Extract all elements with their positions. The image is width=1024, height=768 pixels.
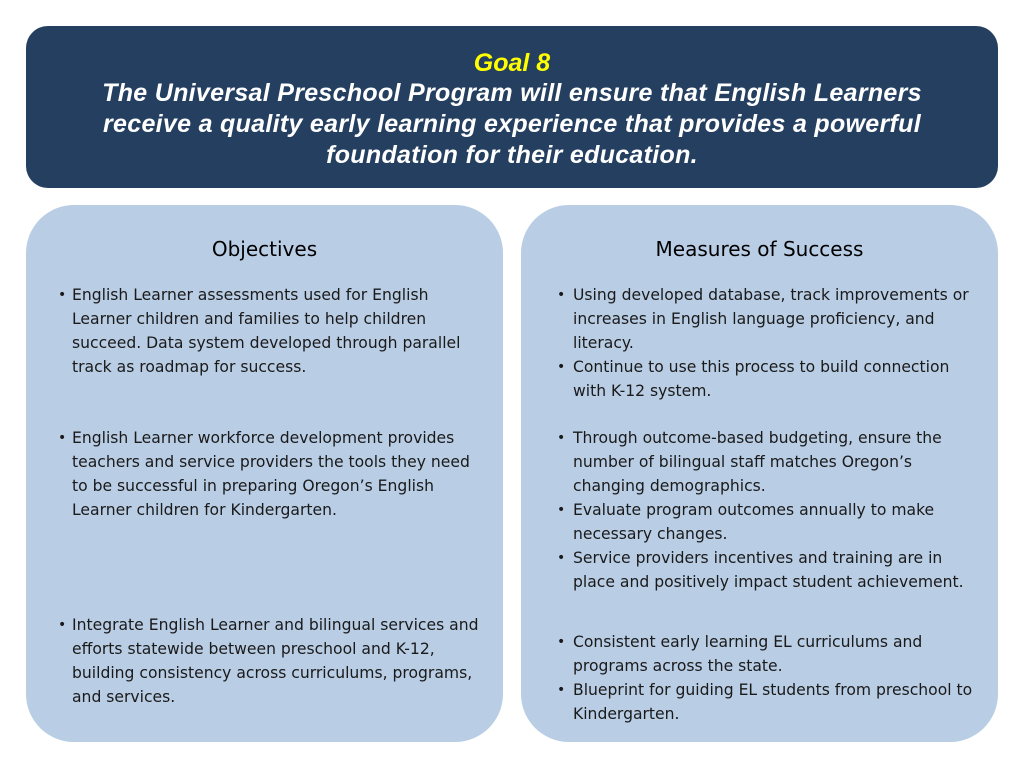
bullet-dot-icon: • <box>557 359 566 375</box>
measure-item <box>521 678 998 726</box>
objectives-title: Objectives <box>211 237 318 261</box>
objective-item <box>26 426 503 522</box>
bullet-dot-icon: • <box>58 430 67 446</box>
measures-group-1 <box>521 283 998 403</box>
bullet-dot-icon: • <box>58 287 67 303</box>
objective-text: English Learner workforce development provides teachers and service providers the tools they need to be successful in preparing Oregon’s English Learner children for Kindergarten. <box>72 429 470 519</box>
measures-panel <box>521 205 998 742</box>
measure-item <box>521 498 998 546</box>
measures-title: Measures of Success <box>655 237 864 261</box>
measure-item <box>521 355 998 403</box>
bullet-dot-icon: • <box>557 682 566 698</box>
measure-text: Blueprint for guiding EL students from preschool to Kindergarten. <box>573 681 973 723</box>
bullet-dot-icon: • <box>557 634 566 650</box>
measure-text: Evaluate program outcomes annually to make necessary changes. <box>573 501 935 543</box>
measure-text: Service providers incentives and training are in place and positively impact student achievement. <box>573 549 964 591</box>
goal-header-banner <box>26 26 998 188</box>
bullet-dot-icon: • <box>557 502 566 518</box>
objective-item <box>26 613 503 709</box>
bullet-dot-icon: • <box>557 287 566 303</box>
measures-group-3 <box>521 630 998 726</box>
measure-item <box>521 546 998 594</box>
objective-item <box>26 283 503 379</box>
objective-text: English Learner assessments used for English Learner children and families to help children succeed. Data system developed through parallel track as roadmap for success. <box>72 286 461 376</box>
bullet-dot-icon: • <box>58 617 67 633</box>
objectives-group-1 <box>26 283 503 379</box>
bullet-dot-icon: • <box>557 550 566 566</box>
measure-text: Continue to use this process to build connection with K-12 system. <box>573 358 950 400</box>
objectives-group-3 <box>26 613 503 709</box>
goal-statement: The Universal Preschool Program will ensure that English Learners receive a quality early learning experience that provides a powerful foundation for their education. <box>102 79 922 169</box>
measure-text: Through outcome-based budgeting, ensure the number of bilingual staff matches Oregon’s changing demographics. <box>573 429 942 495</box>
measure-item <box>521 283 998 355</box>
goal-number: Goal 8 <box>473 49 551 77</box>
measure-item <box>521 426 998 498</box>
measure-text: Consistent early learning EL curriculums and programs across the state. <box>573 633 923 675</box>
measure-text: Using developed database, track improvements or increases in English language proficiency, and literacy. <box>573 286 969 352</box>
measure-item <box>521 630 998 678</box>
objective-text: Integrate English Learner and bilingual services and efforts statewide between preschool and K-12, building consistency across curriculums, programs, and services. <box>72 616 479 706</box>
measures-group-2 <box>521 426 998 594</box>
objectives-group-2 <box>26 426 503 522</box>
objectives-panel <box>26 205 503 742</box>
bullet-dot-icon: • <box>557 430 566 446</box>
